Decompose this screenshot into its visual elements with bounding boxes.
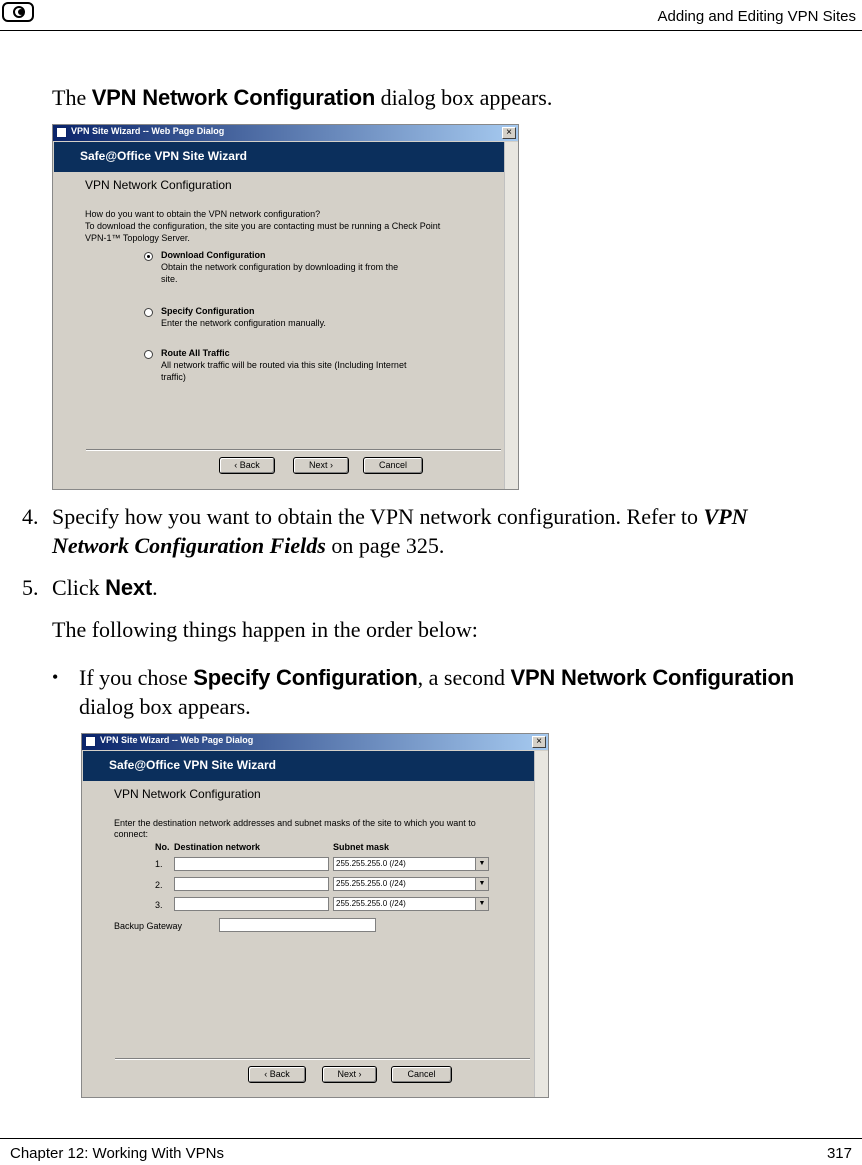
destination-network-input[interactable] — [174, 857, 329, 871]
back-button[interactable]: ‹ Back — [248, 1066, 306, 1083]
cancel-button[interactable]: Cancel — [391, 1066, 452, 1083]
step-4-line-2 — [52, 532, 444, 559]
radio-specify-configuration[interactable] — [144, 308, 153, 317]
radio-route-all-traffic[interactable] — [144, 350, 153, 359]
option-description: All network traffic will be routed via this site (Including Internet — [161, 360, 407, 370]
footer-chapter: Chapter 12: Working With VPNs — [10, 1145, 224, 1162]
scrollbar[interactable] — [504, 142, 518, 489]
wizard-banner — [83, 751, 534, 781]
option-description: Obtain the network configuration by downloading it from the — [161, 262, 399, 272]
column-header-subnet-mask: Subnet mask — [333, 842, 390, 852]
ui-term: Next — [105, 575, 153, 600]
intro-dialog-name: VPN Network Configuration — [91, 85, 376, 110]
step-number: 4. — [22, 504, 39, 529]
logo-icon — [2, 2, 34, 22]
step-text: on page 325. — [325, 533, 445, 558]
option-label: Download Configuration — [161, 250, 266, 260]
banner-title: Safe@Office VPN Site Wizard — [80, 149, 247, 163]
step-5-line — [52, 574, 158, 601]
following-paragraph: The following things happen in the order below: — [52, 617, 478, 642]
window-icon — [85, 736, 96, 747]
xref-text: Network Configuration Fields — [52, 533, 326, 558]
step-number: 5. — [22, 575, 39, 600]
destination-network-input[interactable] — [174, 877, 329, 891]
xref-text: VPN — [703, 504, 748, 529]
bullet-text: , a second — [417, 665, 511, 690]
header-rule — [0, 30, 862, 31]
intro-line: connect: — [114, 829, 149, 839]
chevron-down-icon: ▼ — [475, 898, 488, 910]
separator — [86, 449, 501, 451]
bullet-line-1 — [79, 664, 794, 691]
dialog-title: VPN Site Wizard -- Web Page Dialog — [100, 735, 254, 745]
question-line: How do you want to obtain the VPN network configuration? — [85, 209, 321, 219]
subnet-mask-select[interactable] — [333, 857, 489, 871]
subnet-mask-value: 255.255.255.0 (/24) — [336, 879, 406, 888]
dialog-heading: VPN Network Configuration — [114, 787, 261, 801]
dialog-title: VPN Site Wizard -- Web Page Dialog — [71, 126, 225, 136]
separator — [115, 1058, 530, 1060]
close-icon[interactable]: × — [532, 736, 546, 748]
ui-term: VPN Network Configuration — [510, 665, 794, 690]
destination-network-input[interactable] — [174, 897, 329, 911]
subnet-mask-select[interactable] — [333, 897, 489, 911]
radio-download-configuration[interactable] — [144, 252, 153, 261]
running-head: Adding and Editing VPN Sites — [657, 8, 856, 25]
intro-paragraph — [52, 84, 552, 111]
step-4-line-1 — [52, 503, 748, 530]
backup-gateway-label: Backup Gateway — [114, 921, 183, 931]
dialog-titlebar — [53, 125, 518, 141]
close-icon[interactable]: × — [502, 127, 516, 139]
subnet-mask-value: 255.255.255.0 (/24) — [336, 859, 406, 868]
row-number: 3. — [155, 900, 163, 910]
cancel-button[interactable]: Cancel — [363, 457, 423, 474]
column-header-destination: Destination network — [174, 842, 261, 852]
window-icon — [56, 127, 67, 138]
option-description: Enter the network configuration manually. — [161, 318, 326, 328]
step-text: . — [152, 575, 158, 600]
backup-gateway-input[interactable] — [219, 918, 376, 932]
question-line: VPN-1™ Topology Server. — [85, 233, 190, 243]
option-label: Route All Traffic — [161, 348, 230, 358]
intro-line: Enter the destination network addresses and subnet masks of the site to which you want to — [114, 818, 476, 828]
chevron-down-icon: ▼ — [475, 858, 488, 870]
bullet-text: If you chose — [79, 665, 194, 690]
chevron-down-icon: ▼ — [475, 878, 488, 890]
bullet-icon: • — [52, 667, 59, 687]
next-button[interactable]: Next › — [293, 457, 349, 474]
bullet-line-2: dialog box appears. — [79, 694, 251, 719]
row-number: 1. — [155, 859, 163, 869]
banner-title: Safe@Office VPN Site Wizard — [109, 758, 276, 772]
intro-text-end: dialog box appears. — [375, 85, 553, 110]
option-label: Specify Configuration — [161, 306, 255, 316]
back-button[interactable]: ‹ Back — [219, 457, 275, 474]
subnet-mask-select[interactable] — [333, 877, 489, 891]
option-description: traffic) — [161, 372, 186, 382]
next-button[interactable]: Next › — [322, 1066, 377, 1083]
dialog-screenshot-2 — [81, 733, 549, 1098]
question-line: To download the configuration, the site you are contacting must be running a Check Point — [85, 221, 441, 231]
option-description: site. — [161, 274, 178, 284]
step-text: Specify how you want to obtain the VPN network configuration. Refer to — [52, 504, 704, 529]
ui-term: Specify Configuration — [193, 665, 418, 690]
wizard-banner — [54, 142, 504, 172]
subnet-mask-value: 255.255.255.0 (/24) — [336, 899, 406, 908]
intro-text: The — [52, 85, 92, 110]
dialog-heading: VPN Network Configuration — [85, 178, 232, 192]
dialog-screenshot-1 — [52, 124, 519, 490]
dialog-titlebar — [82, 734, 548, 750]
page-number: 317 — [826, 1145, 852, 1162]
step-text: Click — [52, 575, 106, 600]
footer-rule — [0, 1138, 862, 1139]
scrollbar[interactable] — [534, 751, 548, 1097]
column-header-no: No. — [155, 842, 170, 852]
row-number: 2. — [155, 880, 163, 890]
